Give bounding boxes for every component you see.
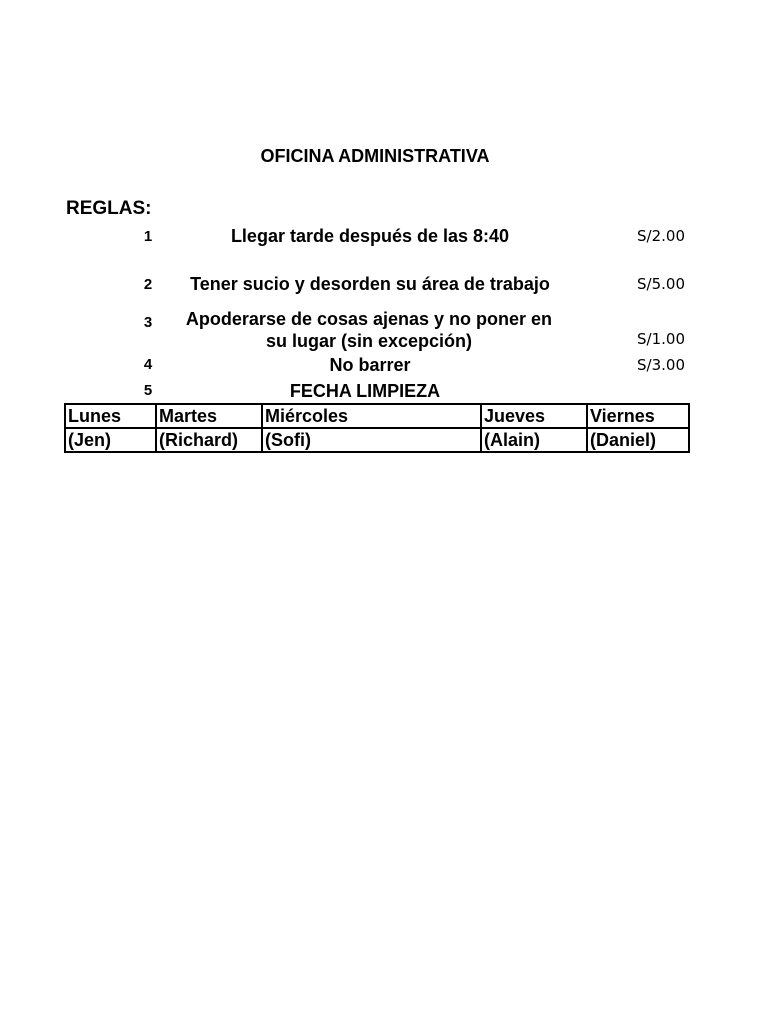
day-cell: Miércoles — [262, 404, 481, 428]
rule-text-line1: Apoderarse de cosas ajenas y no poner en — [185, 309, 553, 329]
table-row — [65, 404, 689, 428]
day-cell: Viernes — [587, 404, 689, 428]
rule-fine: S/3.00 — [637, 356, 685, 374]
rule-text: Llegar tarde después de las 8:40 — [230, 226, 510, 246]
rule-number: 4 — [143, 356, 153, 373]
rule-fine: S/5.00 — [637, 275, 685, 293]
cleaning-schedule-table — [64, 403, 690, 453]
rule-text: No barrer — [329, 355, 411, 375]
day-cell: Jueves — [481, 404, 587, 428]
rules-heading: REGLAS: — [66, 198, 152, 219]
rule-fine: S/1.00 — [637, 330, 685, 348]
person-cell: (Jen) — [65, 428, 156, 452]
person-cell: (Sofi) — [262, 428, 481, 452]
rule-text: Tener sucio y desorden su área de trabajo — [190, 274, 550, 294]
rule-text-line2: su lugar (sin excepción) — [265, 331, 473, 351]
table-row — [65, 428, 689, 452]
rule-number: 5 — [143, 382, 153, 399]
page-title: OFICINA ADMINISTRATIVA — [260, 146, 490, 166]
day-cell: Lunes — [65, 404, 156, 428]
day-cell: Martes — [156, 404, 262, 428]
person-cell: (Richard) — [156, 428, 262, 452]
rule-number: 1 — [143, 228, 153, 245]
rule-number: 3 — [143, 314, 153, 331]
person-cell: (Alain) — [481, 428, 587, 452]
rule-fine: S/2.00 — [637, 227, 685, 245]
cleaning-schedule-heading: FECHA LIMPIEZA — [289, 381, 441, 401]
rule-number: 2 — [143, 276, 153, 293]
person-cell: (Daniel) — [587, 428, 689, 452]
